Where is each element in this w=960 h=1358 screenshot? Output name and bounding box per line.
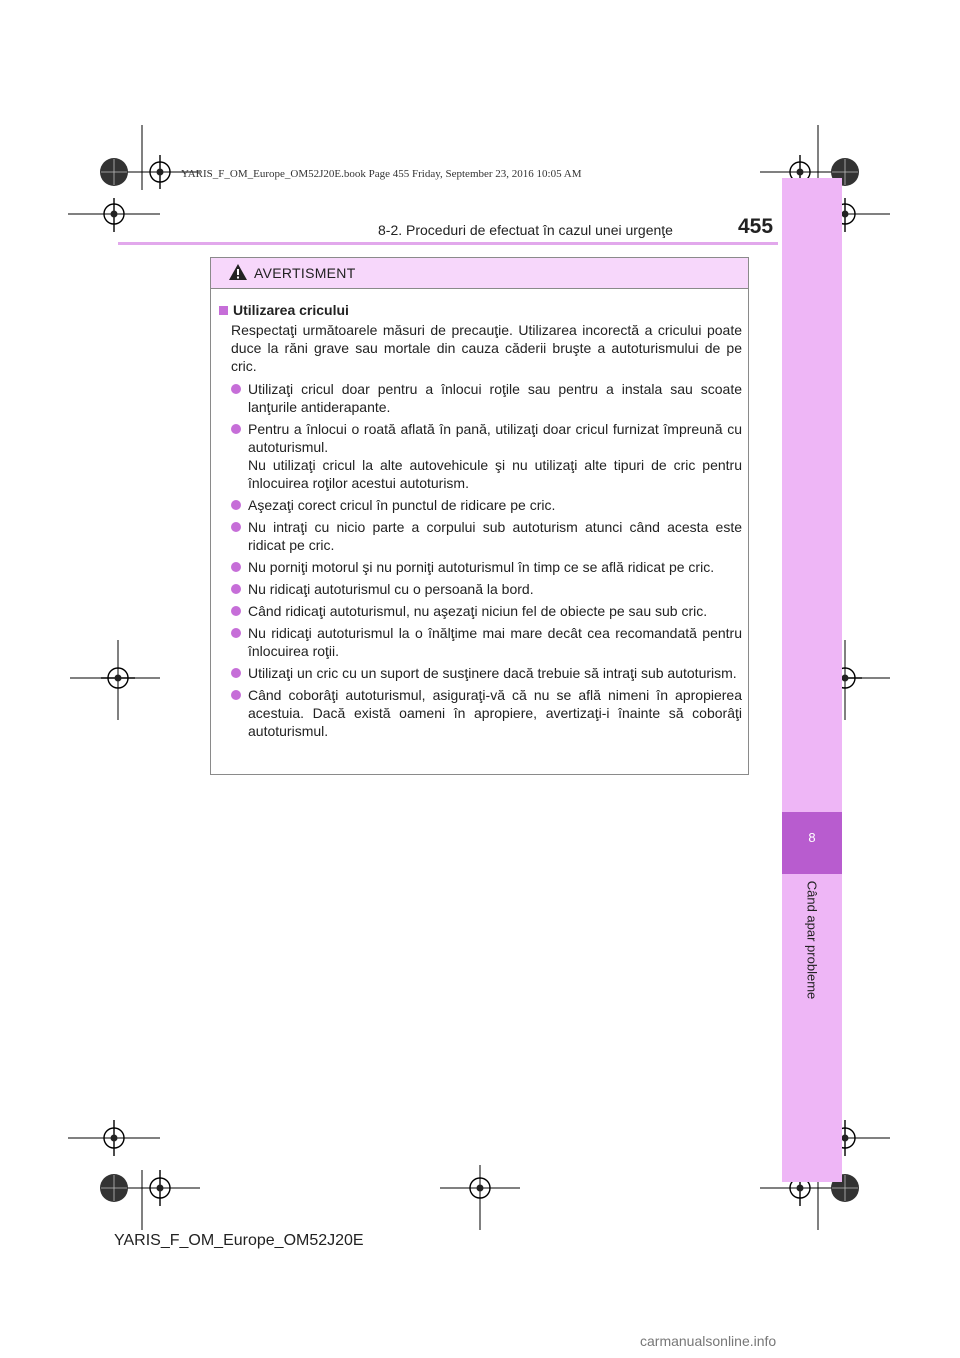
list-item-text: Nu ridicaţi autoturismul la o înălţime mai mare decât cea recomandată pentru înlocuirea roţii. xyxy=(248,625,742,659)
list-item-text: Nu ridicaţi autoturismul cu o persoană la bord. xyxy=(248,581,534,597)
print-imprint: YARIS_F_OM_Europe_OM52J20E.book Page 455 Friday, September 23, 2016 10:05 AM xyxy=(181,168,582,180)
list-item xyxy=(217,580,742,598)
list-item-text: Nu intraţi cu nicio parte a corpului sub autoturism atunci când acesta este ridicat pe cric. xyxy=(248,519,742,553)
list-item xyxy=(217,664,742,682)
list-item xyxy=(217,518,742,554)
list-item xyxy=(217,624,742,660)
warning-intro: Respectaţi următoarele măsuri de precauţie. Utilizarea incorectă a cricului poate duce la răni grave sau mortale din cauza căderii bruşte a autoturismului de pe cric. xyxy=(231,322,742,374)
chapter-number: 8 xyxy=(808,830,816,845)
header-rule xyxy=(118,242,778,245)
bullet-icon xyxy=(231,606,241,616)
warning-body xyxy=(211,289,748,740)
bullet-icon xyxy=(231,628,241,638)
list-item xyxy=(217,602,742,620)
bullet-icon xyxy=(231,384,241,394)
bullet-icon xyxy=(231,690,241,700)
list-item-text: Utilizaţi cricul doar pentru a înlocui roţile sau pentru a instala sau scoate lanţurile antiderapante. xyxy=(248,381,742,415)
list-item-text: Când coborâţi autoturismul, asiguraţi-vă că nu se află nimeni în apropierea acestuia. Dacă există oameni în apropiere, avertizaţi-i înainte să coborâţi autoturismul. xyxy=(248,687,742,739)
list-item-text: Nu porniţi motorul şi nu porniţi autoturismul în timp ce se află ridicat pe cric. xyxy=(248,559,715,575)
warning-box xyxy=(210,257,749,775)
chapter-side-tab xyxy=(782,178,842,1182)
page-number: 455 xyxy=(738,215,774,238)
document-id: YARIS_F_OM_Europe_OM52J20E xyxy=(114,1232,364,1249)
list-item xyxy=(217,496,742,514)
list-item xyxy=(217,686,742,740)
bullet-icon xyxy=(231,562,241,572)
bullet-icon xyxy=(231,500,241,510)
warning-title: AVERTISMENT xyxy=(254,265,356,281)
bullet-icon xyxy=(231,668,241,678)
bullet-icon xyxy=(231,522,241,532)
chapter-label: Când apar probleme xyxy=(804,880,820,1000)
list-item-text-continued: Nu utilizaţi cricul la alte autovehicule şi nu utilizaţi alte tipuri de cric pentru înlocuirea roţilor acestui autoturism. xyxy=(248,457,742,491)
warning-triangle-icon xyxy=(228,263,248,281)
site-watermark: carmanualsonline.info xyxy=(640,1333,777,1349)
list-item-text: Când ridicaţi autoturismul, nu aşezaţi niciun fel de obiecte pe sau sub cric. xyxy=(248,603,708,619)
list-item-text: Aşezaţi corect cricul în punctul de ridicare pe cric. xyxy=(248,497,556,513)
section-title: 8-2. Proceduri de efectuat în cazul unei urgenţe xyxy=(378,222,673,238)
list-item-text: Utilizaţi un cric cu un suport de susţinere dacă trebuie să intraţi sub autoturism. xyxy=(248,665,737,681)
bullet-icon xyxy=(231,584,241,594)
warning-topic-label: Utilizarea cricului xyxy=(233,302,349,318)
warning-topic xyxy=(217,301,742,319)
warning-list xyxy=(217,380,742,740)
list-item xyxy=(217,380,742,416)
list-item xyxy=(217,558,742,576)
list-item-text: Pentru a înlocui o roată aflată în pană, utilizaţi doar cricul furnizat împreună cu autoturismul. xyxy=(248,421,742,455)
list-item xyxy=(217,420,742,492)
bullet-icon xyxy=(231,424,241,434)
warning-header xyxy=(211,258,748,289)
square-bullet-icon xyxy=(219,306,228,315)
